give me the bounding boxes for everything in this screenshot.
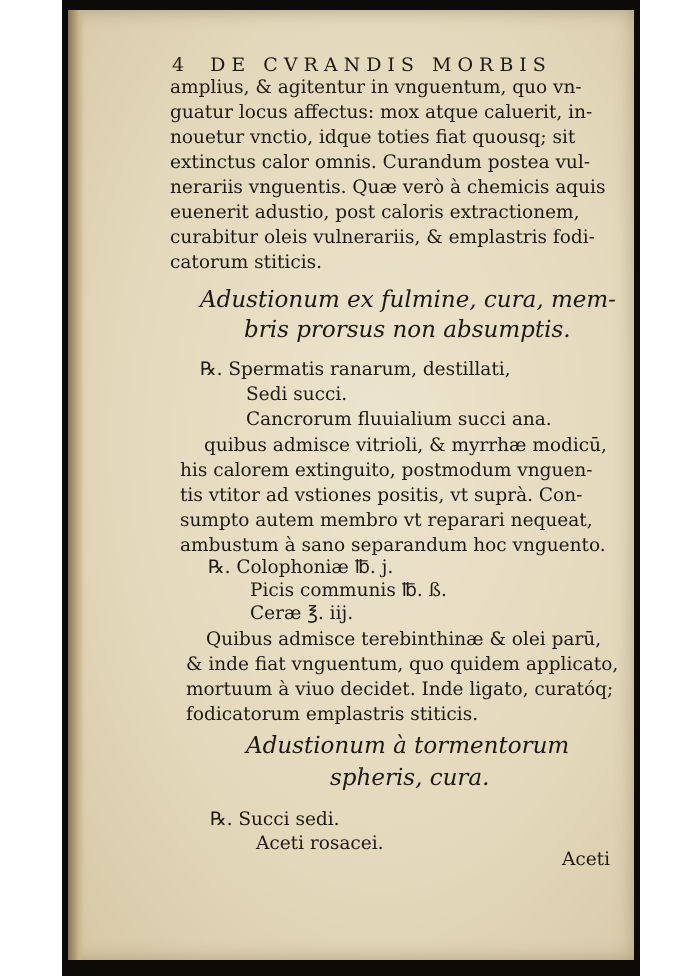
text-line: nouetur vnctio, idque toties fiat quousq; sit [170, 127, 576, 148]
running-head-title: DE CVRANDIS MORBIS [210, 54, 552, 76]
recipe-line: ℞. Spermatis ranarum, destillati, [200, 359, 511, 380]
text-line: ambustum à sano separandum hoc vnguento. [180, 535, 606, 556]
text-line: quibus admisce vitrioli, & myrrhæ modicū, [204, 435, 607, 456]
section-heading: Adustionum à tormentorum [246, 733, 570, 759]
text-line: amplius, & agitentur in vnguentum, quo vn- [170, 77, 582, 98]
text-line: euenerit adustio, post caloris extractionem, [170, 202, 580, 223]
text-line: curabitur oleis vulnerariis, & emplastris fodi- [170, 227, 595, 248]
recipe-line: Aceti rosacei. [256, 833, 384, 854]
section-heading: spheris, cura. [330, 765, 490, 791]
running-header [172, 54, 552, 76]
section-heading: bris prorsus non absumptis. [244, 317, 571, 343]
catchword: Aceti [562, 849, 611, 870]
recipe-line: Ceræ ℥. iij. [250, 603, 354, 624]
text-line: catorum stiticis. [170, 252, 322, 273]
text-line: Quibus admisce terebinthinæ & olei parū, [206, 629, 602, 650]
recipe-line: Cancrorum fluuialium succi ana. [246, 409, 552, 430]
recipe-line: Sedi succi. [246, 384, 348, 405]
page-number: 4 [172, 54, 185, 76]
text-line: guatur locus affectus: mox atque caluerit, in- [170, 102, 593, 123]
recipe-line: ℞. Colophoniæ ℔. j. [208, 557, 394, 578]
section-heading: Adustionum ex fulmine, cura, mem- [200, 287, 616, 313]
text-line: & inde fiat vnguentum, quo quidem applicato, [186, 654, 619, 675]
recipe-line: ℞. Succi sedi. [210, 809, 340, 830]
text-line: extinctus calor omnis. Curandum postea vul- [170, 152, 591, 173]
text-line: fodicatorum emplastris stiticis. [186, 704, 479, 725]
text-line: mortuum à viuo decidet. Inde ligato, curatóq; [186, 679, 614, 700]
text-line: tis vtitor ad vstiones positis, vt suprà. Con- [180, 485, 583, 506]
text-line: his calorem extinguito, postmodum vnguen- [180, 460, 593, 481]
text-line: sumpto autem membro vt reparari nequeat, [180, 510, 593, 531]
recipe-line: Picis communis ℔. ß. [250, 580, 447, 601]
text-line: nerariis vnguentis. Quæ verò à chemicis aquis [170, 177, 606, 198]
